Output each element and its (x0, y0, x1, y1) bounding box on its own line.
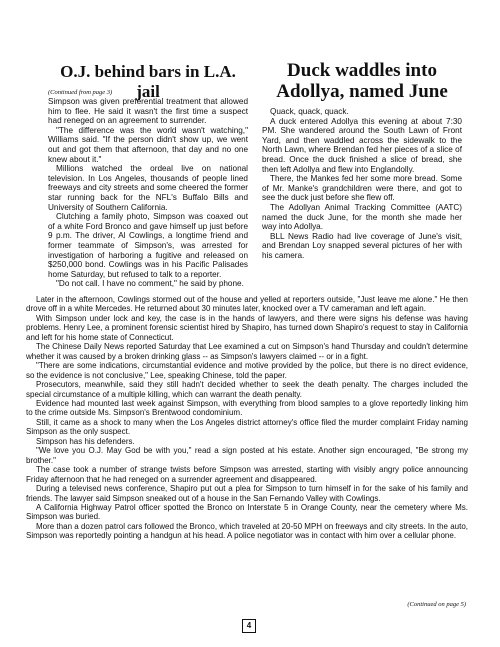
body-paragraph: The Chinese Daily News reported Saturday that Lee examined a cut on Simpson's hand Thursday and couldn't determine whether it was caused by a broken drinking glass -- as Simpson's lawyers claimed -- or in a fight. (26, 342, 468, 361)
right-headline: Duck waddles into Adollya, named June (276, 60, 448, 102)
body-paragraph: Evidence had mounted last week against Simpson, with everything from blood samples to a glove reportedly linking him to the crime outside Ms. Simpson's Brentwood condominium. (26, 398, 468, 418)
left-paragraph: "The difference was the world wasn't watching," Williams said. "If the person didn't show up, we went out and got them that afternoon, that day and no one knew about it." (48, 125, 248, 164)
body-paragraph: The case took a number of strange twists before Simpson was arrested, starting with visibly angry police announcing Friday afternoon that he had reneged on a surrender agreement and disappeared. (26, 465, 468, 484)
body-paragraph: More than a dozen patrol cars followed the Bronco, which traveled at 20-50 MPH on freeways and city streets. In the auto, Simpson was reportedly pointing a handgun at his head. A police negotiator was in contact with him over a cellular phone. (26, 521, 468, 541)
body-paragraph: "We love you O.J. May God be with you," read a sign posted at his estate. Another sign encouraged, "Be strong my brother." (26, 446, 468, 465)
right-paragraph: Quack, quack, quack. (270, 107, 349, 116)
left-paragraph: Simpson was given preferential treatment that allowed him to flee. He said it wasn't the first time a suspect had reneged on an agreement to surrender. (48, 97, 248, 126)
body-paragraph: Simpson has his defenders. (36, 436, 135, 446)
body-paragraph: Later in the afternoon, Cowlings stormed out of the house and yelled at reporters outside, "Just leave me alone." He then drove off in a white Mercedes. He returned about 30 minutes later, knocked over a TV cameraman and left again. (26, 295, 468, 314)
body-paragraph: Still, it came as a shock to many when the Los Angeles district attorney's office filed the murder complaint Friday naming Simpson as the only suspect. (26, 417, 468, 437)
right-article-column (262, 107, 462, 261)
body-paragraph: During a televised news conference, Shapiro put out a plea for Simpson to turn himself in for the sake of his family and friends. The lawyer said Simpson sneaked out of a house in the San Fernando Valley with Cowlings. (26, 484, 468, 503)
page-number: 4 (242, 619, 256, 633)
body-paragraph: With Simpson under lock and key, the case is in the hands of lawyers, and there were signs his defense was having problems. Henry Lee, a prominent forensic scientist hired by Shapiro, has turned down Shapiro's request to stay in California and left for his home state of Connecticut. (26, 313, 468, 342)
right-paragraph: BLL News Radio had live coverage of June's visit, and Brendan Loy snapped several pictures of her with his camera. (262, 231, 462, 260)
right-paragraph: A duck entered Adollya this evening at about 7:30 PM. She wandered around the South Lawn of Front Yard, and then waddled across the sidewalk to the North Lawn, where Brendan fed her pieces of a slice of bread. Once the duck finished a slice of bread, she then left Adollya and flew into Englandolly. (262, 116, 462, 174)
continued-from-note: (Continued from page 3) (48, 89, 113, 96)
right-paragraph: There, the Mankes fed her some more bread. Some of Mr. Manke's grandchildren were there, and got to see the duck just before she flew off. (262, 174, 462, 203)
left-paragraph: Millions watched the ordeal live on national television. In Los Angeles, thousands of people lined freeways and city streets and some cheered the former star running back for the NFL's Buffalo Bills and University of Southern California. (48, 164, 248, 212)
body-paragraph: Prosecutors, meanwhile, said they still hadn't decided whether to seek the death penalty. The charges included the special circumstance of a multiple killing, which can warrant the death penalty. (26, 380, 468, 399)
left-paragraph: "Do not call. I have no comment," he said by phone. (56, 279, 244, 289)
full-width-article (26, 295, 468, 541)
continued-on-note: (Continued on page 5) (407, 601, 466, 608)
body-paragraph: A California Highway Patrol officer spotted the Bronco on Interstate 5 in Orange County, near the cemetery where Ms. Simpson was buried. (26, 502, 468, 522)
left-paragraph: Clutching a family photo, Simpson was coaxed out of a white Ford Bronco and gave himself up just before 9 p.m. The driver, Al Cowlings, a longtime friend and former teammate of Simpson's, was arrested for investigation of harboring a fugitive and released on $250,000 bond. Cowlings was in his Pacific Palisades home Saturday, but refused to talk to a reporter. (48, 212, 248, 279)
left-article-column (48, 88, 248, 289)
right-paragraph: The Adollyan Animal Tracking Committee (AATC) named the duck June, for the month she made her way into Adollya. (262, 202, 462, 232)
body-paragraph: "There are some indications, circumstantial evidence and motive provided by the police, but there is no direct evidence, so the evidence is not conclusive," Lee, speaking Chinese, told the paper. (26, 361, 468, 380)
left-headline: O.J. behind bars in L.A. jail (60, 62, 236, 101)
